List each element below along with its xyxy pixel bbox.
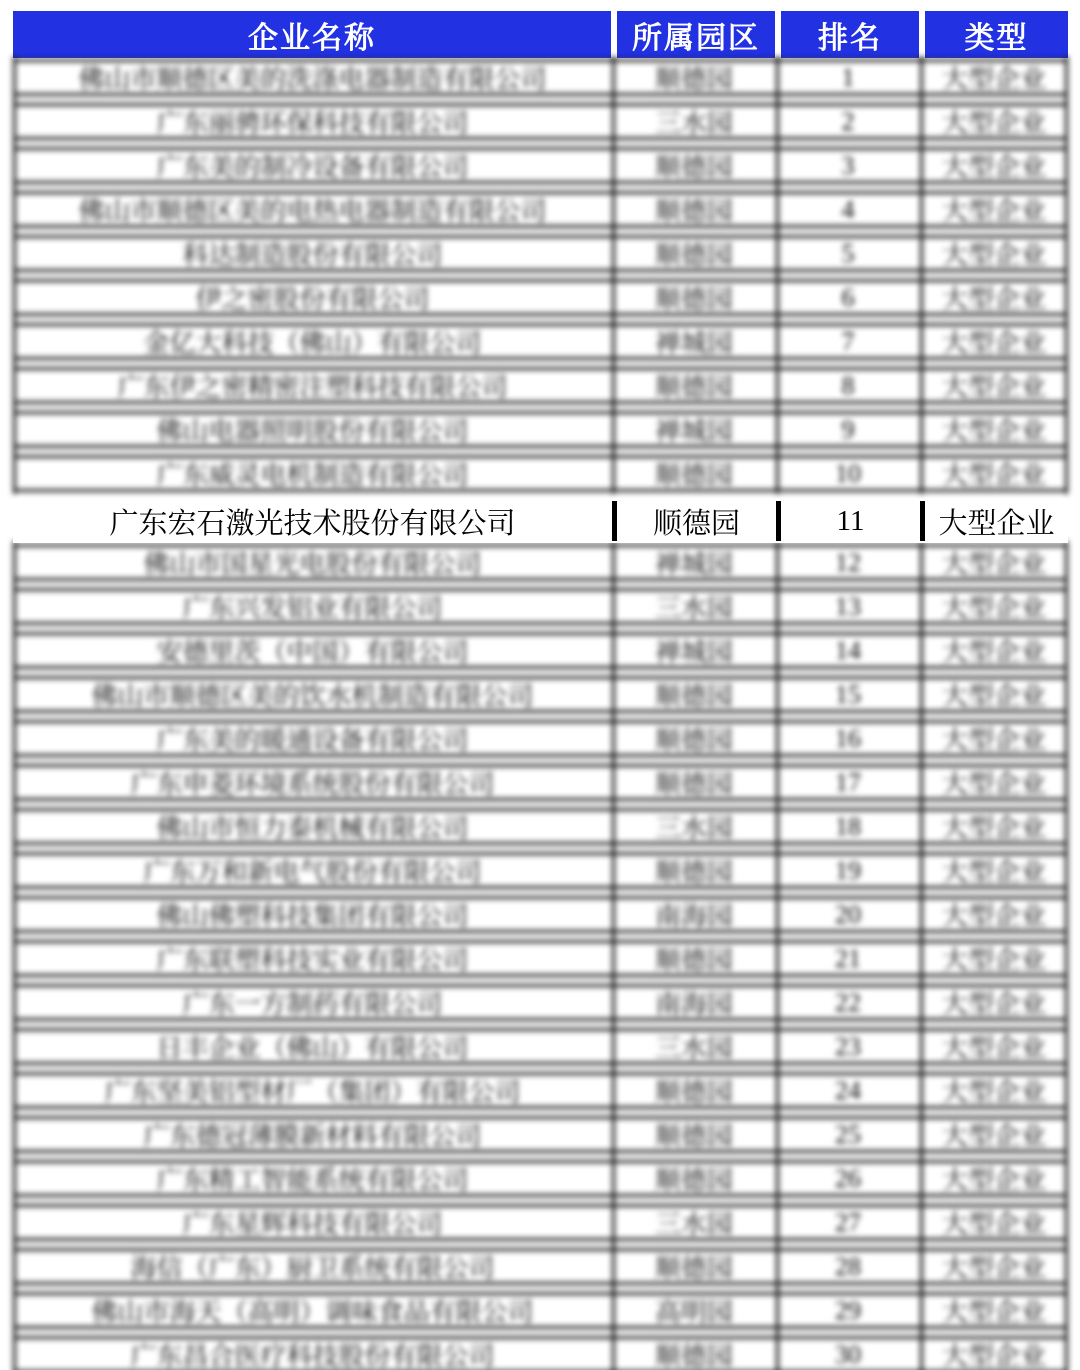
cell-company-name: 广东申菱环境系统股份有限公司 bbox=[130, 770, 495, 798]
table-row bbox=[13, 940, 1068, 977]
cell-park: 南海园 bbox=[654, 990, 733, 1018]
cell-rank: 16 bbox=[835, 723, 861, 753]
cell-rank: 24 bbox=[835, 1075, 861, 1105]
cell-company-name: 广东美的制冷设备有限公司 bbox=[156, 153, 469, 181]
table-row bbox=[13, 808, 1068, 845]
cell-rank: 28 bbox=[835, 1251, 861, 1281]
cell-company-name: 安德里茨（中国）有限公司 bbox=[156, 638, 469, 666]
header-cell-rank: 排名 bbox=[781, 11, 925, 58]
ranking-table bbox=[13, 11, 1068, 1370]
grid-vline bbox=[920, 56, 923, 494]
cell-type: 大型企业 bbox=[938, 507, 1055, 540]
cell-company-name: 海信（广东）厨卫系统有限公司 bbox=[130, 1254, 495, 1282]
cell-rank: 2 bbox=[841, 106, 855, 136]
table-row bbox=[13, 676, 1068, 713]
cell-company-name: 广东威灵电机制造有限公司 bbox=[156, 461, 469, 489]
cell-company-name: 佛山市恒力泰机械有限公司 bbox=[156, 814, 469, 842]
table-row bbox=[13, 455, 1068, 492]
cell-type: 大型企业 bbox=[941, 770, 1046, 798]
table-row bbox=[13, 1160, 1068, 1197]
cell-company-name: 佛山市顺德区美的洗涤电器制造有限公司 bbox=[78, 65, 547, 93]
table-row bbox=[13, 720, 1068, 757]
grid-vline bbox=[920, 541, 923, 1370]
cell-rank: 20 bbox=[835, 899, 861, 929]
cell-type: 大型企业 bbox=[941, 902, 1046, 930]
cell-rank: 25 bbox=[835, 1119, 861, 1149]
cell-company-name: 广东伊之密精密注塑科技有限公司 bbox=[117, 373, 508, 401]
cell-park: 顺德园 bbox=[654, 1254, 733, 1282]
cell-rank: 21 bbox=[835, 943, 861, 973]
table-row bbox=[13, 235, 1068, 272]
cell-park: 顺德园 bbox=[654, 726, 733, 754]
cell-company-name: 日丰企业（佛山）有限公司 bbox=[156, 1034, 469, 1062]
cell-company-name: 佛山佛塑科技集团有限公司 bbox=[156, 902, 469, 930]
table-row bbox=[13, 1248, 1068, 1285]
cell-type: 大型企业 bbox=[941, 109, 1046, 137]
cell-rank: 15 bbox=[835, 679, 861, 709]
cell-park: 顺德园 bbox=[654, 1122, 733, 1150]
cell-rank: 12 bbox=[835, 547, 861, 577]
cell-park: 禅城园 bbox=[654, 638, 733, 666]
cell-park: 顺德园 bbox=[654, 65, 733, 93]
cell-type: 大型企业 bbox=[941, 1166, 1046, 1194]
cell-type: 大型企业 bbox=[941, 550, 1046, 578]
cell-type: 大型企业 bbox=[941, 638, 1046, 666]
table-row bbox=[13, 1028, 1068, 1065]
cell-company-name: 广东丽骋环保科技有限公司 bbox=[156, 109, 469, 137]
cell-type: 大型企业 bbox=[941, 1298, 1046, 1326]
cell-rank: 26 bbox=[835, 1163, 861, 1193]
cell-type: 大型企业 bbox=[941, 990, 1046, 1018]
cell-type: 大型企业 bbox=[941, 285, 1046, 313]
cell-rank: 13 bbox=[835, 591, 861, 621]
cell-park: 顺德园 bbox=[654, 946, 733, 974]
cell-company-name: 佛山市顺德区美的电热电器制造有限公司 bbox=[78, 197, 547, 225]
cell-company-name: 佛山市海天（高明）调味食品有限公司 bbox=[91, 1298, 534, 1326]
cell-type: 大型企业 bbox=[941, 814, 1046, 842]
cell-park: 顺德园 bbox=[654, 285, 733, 313]
table-row bbox=[13, 544, 1068, 581]
cell-company-name: 广东昌合医疗科技股份有限公司 bbox=[130, 1342, 495, 1370]
cell-park: 顺德园 bbox=[654, 1078, 733, 1106]
cell-company-name: 广东德冠薄膜新材料有限公司 bbox=[143, 1122, 482, 1150]
grid-vline bbox=[13, 56, 16, 494]
cell-park: 三水园 bbox=[654, 814, 733, 842]
cell-park: 高明园 bbox=[654, 1298, 733, 1326]
cell-rank: 18 bbox=[835, 811, 861, 841]
blurred-rows-top bbox=[13, 58, 1068, 492]
cell-park: 禅城园 bbox=[654, 329, 733, 357]
cell-company-name: 金亿大科技（佛山）有限公司 bbox=[143, 329, 482, 357]
grid-vline bbox=[612, 541, 615, 1370]
cell-type: 大型企业 bbox=[941, 241, 1046, 269]
table-row bbox=[13, 1116, 1068, 1153]
header-cell-type: 类型 bbox=[925, 11, 1068, 58]
cell-company-name: 广东兴发铝业有限公司 bbox=[182, 594, 443, 622]
cell-type: 大型企业 bbox=[941, 682, 1046, 710]
cell-rank: 19 bbox=[835, 855, 861, 885]
cell-company-name: 广东星辉科技有限公司 bbox=[182, 1210, 443, 1238]
cell-type: 大型企业 bbox=[941, 946, 1046, 974]
cell-company-name: 广东宏石激光技术股份有限公司 bbox=[13, 501, 617, 541]
cell-type: 大型企业 bbox=[941, 1122, 1046, 1150]
header-cell-park: 所属园区 bbox=[617, 11, 781, 58]
cell-rank: 5 bbox=[841, 238, 855, 268]
table-row bbox=[13, 896, 1068, 933]
table-row bbox=[13, 191, 1068, 228]
cell-rank: 11 bbox=[781, 501, 925, 541]
table-row bbox=[13, 1072, 1068, 1109]
table-row bbox=[13, 323, 1068, 360]
table-row bbox=[13, 764, 1068, 801]
cell-type: 大型企业 bbox=[941, 1210, 1046, 1238]
cell-company-name: 伊之密股份有限公司 bbox=[195, 285, 430, 313]
cell-company-name: 广东精工智能系统有限公司 bbox=[156, 1166, 469, 1194]
table-header-row bbox=[13, 11, 1068, 58]
cell-type: 大型企业 bbox=[941, 417, 1046, 445]
cell-type: 大型企业 bbox=[941, 858, 1046, 886]
cell-type: 大型企业 bbox=[941, 1078, 1046, 1106]
cell-rank: 9 bbox=[841, 414, 855, 444]
table-row bbox=[13, 1336, 1068, 1370]
cell-rank: 14 bbox=[835, 635, 861, 665]
cell-rank: 1 bbox=[841, 62, 855, 92]
table-row bbox=[13, 367, 1068, 404]
cell-type: 大型企业 bbox=[941, 153, 1046, 181]
table-row bbox=[13, 59, 1068, 96]
cell-park: 三水园 bbox=[654, 1034, 733, 1062]
cell-park: 顺德园 bbox=[654, 373, 733, 401]
cell-rank: 8 bbox=[841, 370, 855, 400]
cell-type: 大型企业 bbox=[941, 1254, 1046, 1282]
cell-company-name: 广东一方制药有限公司 bbox=[182, 990, 443, 1018]
cell-company-name: 佛山市顺德区美的饮水机制造有限公司 bbox=[91, 682, 534, 710]
table-row bbox=[13, 984, 1068, 1021]
cell-company-name: 佛山市国星光电股份有限公司 bbox=[143, 550, 482, 578]
cell-type: 大型企业 bbox=[941, 373, 1046, 401]
cell-type: 大型企业 bbox=[941, 329, 1046, 357]
table-row bbox=[13, 1292, 1068, 1329]
cell-park: 三水园 bbox=[654, 594, 733, 622]
cell-type: 大型企业 bbox=[941, 197, 1046, 225]
table-row bbox=[13, 411, 1068, 448]
cell-rank: 3 bbox=[841, 150, 855, 180]
grid-vline bbox=[1065, 56, 1068, 494]
cell-rank: 22 bbox=[835, 987, 861, 1017]
cell-type: 大型企业 bbox=[941, 1034, 1046, 1062]
cell-company-name: 广东坚美铝型材厂（集团）有限公司 bbox=[104, 1078, 521, 1106]
table-row bbox=[13, 1204, 1068, 1241]
blurred-rows-bottom bbox=[13, 543, 1068, 1370]
header-cell-company-name: 企业名称 bbox=[13, 11, 617, 58]
table-row bbox=[13, 147, 1068, 184]
cell-company-name: 广东美的暖通设备有限公司 bbox=[156, 726, 469, 754]
cell-park: 顺德园 bbox=[654, 241, 733, 269]
cell-rank: 23 bbox=[835, 1031, 861, 1061]
cell-park: 顺德园 bbox=[654, 1166, 733, 1194]
cell-rank: 17 bbox=[835, 767, 861, 797]
cell-rank: 7 bbox=[841, 326, 855, 356]
cell-rank: 6 bbox=[841, 282, 855, 312]
table-row-highlight bbox=[13, 499, 1068, 543]
cell-park: 顺德园 bbox=[654, 153, 733, 181]
cell-park: 顺德园 bbox=[654, 770, 733, 798]
cell-rank: 4 bbox=[841, 194, 855, 224]
cell-park: 三水园 bbox=[654, 109, 733, 137]
cell-park: 顺德园 bbox=[654, 858, 733, 886]
cell-park: 南海园 bbox=[654, 902, 733, 930]
cell-park: 禅城园 bbox=[654, 550, 733, 578]
grid-vline bbox=[13, 541, 16, 1370]
cell-park: 顺德园 bbox=[654, 1342, 733, 1370]
grid-vline bbox=[776, 56, 779, 494]
cell-company-name: 佛山电器照明股份有限公司 bbox=[156, 417, 469, 445]
table-row bbox=[13, 632, 1068, 669]
grid-vline bbox=[1065, 541, 1068, 1370]
table-row bbox=[13, 279, 1068, 316]
cell-rank: 27 bbox=[835, 1207, 861, 1237]
table-row bbox=[13, 103, 1068, 140]
cell-park: 三水园 bbox=[654, 1210, 733, 1238]
cell-company-name: 广东联塑科技实业有限公司 bbox=[156, 946, 469, 974]
cell-company-name: 广东万和新电气股份有限公司 bbox=[143, 858, 482, 886]
table-row bbox=[13, 852, 1068, 889]
cell-type: 大型企业 bbox=[941, 1342, 1046, 1370]
cell-rank: 29 bbox=[835, 1295, 861, 1325]
cell-park: 禅城园 bbox=[654, 417, 733, 445]
cell-park: 顺德园 bbox=[654, 197, 733, 225]
cell-rank: 10 bbox=[835, 458, 861, 488]
table-row bbox=[13, 588, 1068, 625]
cell-company-name: 科达制造股份有限公司 bbox=[182, 241, 443, 269]
cell-type: 大型企业 bbox=[941, 65, 1046, 93]
cell-rank: 30 bbox=[835, 1339, 861, 1369]
cell-park: 顺德园 bbox=[617, 501, 781, 541]
cell-type: 大型企业 bbox=[941, 594, 1046, 622]
grid-vline bbox=[776, 541, 779, 1370]
cell-park: 顺德园 bbox=[654, 682, 733, 710]
cell-type: 大型企业 bbox=[941, 461, 1046, 489]
cell-park: 顺德园 bbox=[654, 461, 733, 489]
grid-vline bbox=[612, 56, 615, 494]
cell-type: 大型企业 bbox=[941, 726, 1046, 754]
